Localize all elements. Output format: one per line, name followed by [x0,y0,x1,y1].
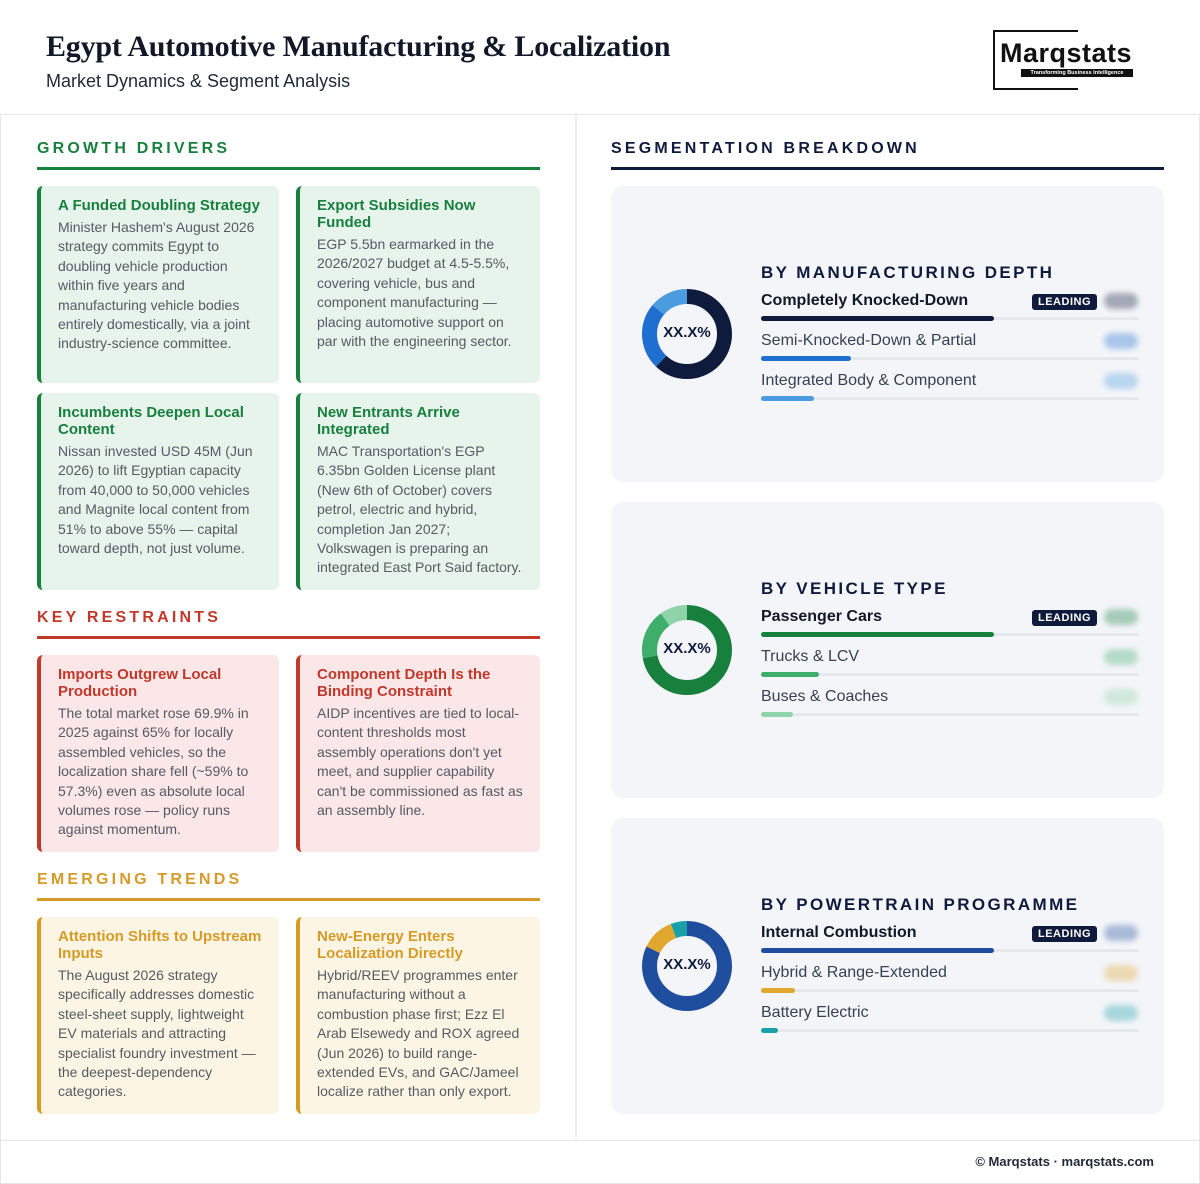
leading-badge: LEADING [1032,610,1097,626]
trend-card [296,917,540,1114]
segment-heading: BY MANUFACTURING DEPTH [761,263,1055,282]
segment-bar [761,1028,778,1033]
card-body: Nissan invested USD 45M (Jun 2026) to lift Egyptian capacity from 40,000 to 50,000 vehicles and Magnite local content from 51% to above 55% — capital toward depth, not just volume. [58,443,253,557]
segment-label: Hybrid & Range-Extended [761,964,947,981]
donut-center-label: XX.X% [663,956,711,973]
segmentation-heading: SEGMENTATION BREAKDOWN [611,140,920,157]
redacted-value [1104,293,1138,309]
segment-bar [761,988,795,993]
redacted-value [1104,649,1138,665]
growth-drivers-rule [37,167,540,170]
card-title: Imports Outgrew Local Production [58,666,222,700]
growth-driver-card [37,186,279,383]
segment-heading: BY POWERTRAIN PROGRAMME [761,895,1080,914]
growth-driver-card [296,186,540,383]
segment-row [761,372,1139,390]
segment-row [761,688,1139,706]
segment-track [761,713,1139,716]
growth-driver-card [37,393,279,590]
leading-badge: LEADING [1032,926,1097,942]
segment-panel [611,186,1164,482]
redacted-value [1104,925,1138,941]
card-body: The August 2026 strategy specifically addresses domestic steel-sheet supply, lightweight EV materials and attracting specialist foundry investment — the deepest-dependency categories. [58,967,256,1100]
card-title: A Funded Doubling Strategy [58,197,260,214]
segment-bar [761,712,793,717]
card-title: Export Subsidies Now Funded [317,197,476,231]
segment-track [761,989,1139,992]
restraint-card [37,655,279,852]
page-header [0,0,1200,115]
redacted-value [1104,965,1138,981]
segment-label: Passenger Cars [761,608,882,625]
trend-card [37,917,279,1114]
redacted-value [1104,689,1138,705]
column-divider [575,115,577,1140]
segment-label: Completely Knocked-Down [761,292,969,309]
segment-bar [761,672,819,677]
segment-label: Buses & Coaches [761,688,889,705]
card-title: New-Energy Enters Localization Directly [317,928,463,962]
segment-track [761,1029,1139,1032]
segment-bar [761,316,994,321]
segment-row [761,292,1139,310]
restraint-card [296,655,540,852]
card-body: MAC Transportation's EGP 6.35bn Golden License plant (New 6th of October) covers petrol, electric and hybrid, completion Jan 2027; Volkswagen is preparing an integrated East Port Said factory. [317,443,522,576]
emerging-trends-heading: EMERGING TRENDS [37,871,243,888]
segment-row [761,1004,1139,1022]
page-title: Egypt Automotive Manufacturing & Localization [46,30,671,63]
card-body: Hybrid/REEV programmes enter manufacturing without a combustion phase first; Ezz El Arab Elsewedy and ROX agreed (Jun 2026) to build range-extended EVs, and GAC/Jameel localize rather than only export. [317,967,520,1100]
card-title: Component Depth Is the Binding Constraint [317,666,491,700]
card-body: AIDP incentives are tied to local-content thresholds most assembly operations don't yet meet, and supplier capability can't be commissioned as fast as an assembly line. [317,705,523,819]
redacted-value [1104,333,1138,349]
segment-row [761,648,1139,666]
emerging-trends-rule [37,898,540,901]
page-subtitle: Market Dynamics & Segment Analysis [46,71,351,91]
segment-bar [761,356,851,361]
card-title: Incumbents Deepen Local Content [58,404,244,438]
logo: Marqstats [1000,38,1136,69]
key-restraints-rule [37,636,540,639]
card-title: New Entrants Arrive Integrated [317,404,460,438]
leading-badge: LEADING [1032,294,1097,310]
card-body: Minister Hashem's August 2026 strategy commits Egypt to doubling vehicle production within five years and manufacturing vehicle bodies entirely domestically, via a joint industry-science committee. [58,219,255,352]
footer-rule [0,1140,1200,1141]
redacted-value [1104,373,1138,389]
segment-bar [761,948,994,953]
redacted-value [1104,1005,1138,1021]
card-body: The total market rose 69.9% in 2025 against 65% for locally assembled vehicles, so the localization share fell (~59% to 57.3%) even as absolute local volumes rose — policy runs against momentum. [58,705,249,838]
segment-bar [761,396,814,401]
segment-row [761,924,1139,942]
segment-row [761,964,1139,982]
segment-heading: BY VEHICLE TYPE [761,579,948,598]
segment-label: Integrated Body & Component [761,372,977,389]
donut-center-label: XX.X% [663,324,711,341]
redacted-value [1104,609,1138,625]
footer-credit: © Marqstats · marqstats.com [975,1154,1154,1169]
card-body: EGP 5.5bn earmarked in the 2026/2027 budget at 4.5-5.5%, covering vehicle, bus and component manufacturing — placing automotive support on par with the engineering sector. [317,236,512,350]
segment-label: Trucks & LCV [761,648,860,665]
segment-label: Semi-Knocked-Down & Partial [761,332,977,349]
segment-label: Battery Electric [761,1004,869,1021]
card-title: Attention Shifts to Upstream Inputs [58,928,262,962]
segment-panel [611,818,1164,1114]
growth-drivers-heading: GROWTH DRIVERS [37,140,231,157]
segment-track [761,397,1139,400]
segment-row [761,608,1139,626]
logo-tagline: Transforming Business Intelligence [1021,69,1133,77]
segment-bar [761,632,994,637]
growth-driver-card [296,393,540,590]
segment-label: Internal Combustion [761,924,917,941]
segmentation-rule [611,167,1164,170]
key-restraints-heading: KEY RESTRAINTS [37,609,222,626]
segment-row [761,332,1139,350]
donut-center-label: XX.X% [663,640,711,657]
segment-panel [611,502,1164,798]
